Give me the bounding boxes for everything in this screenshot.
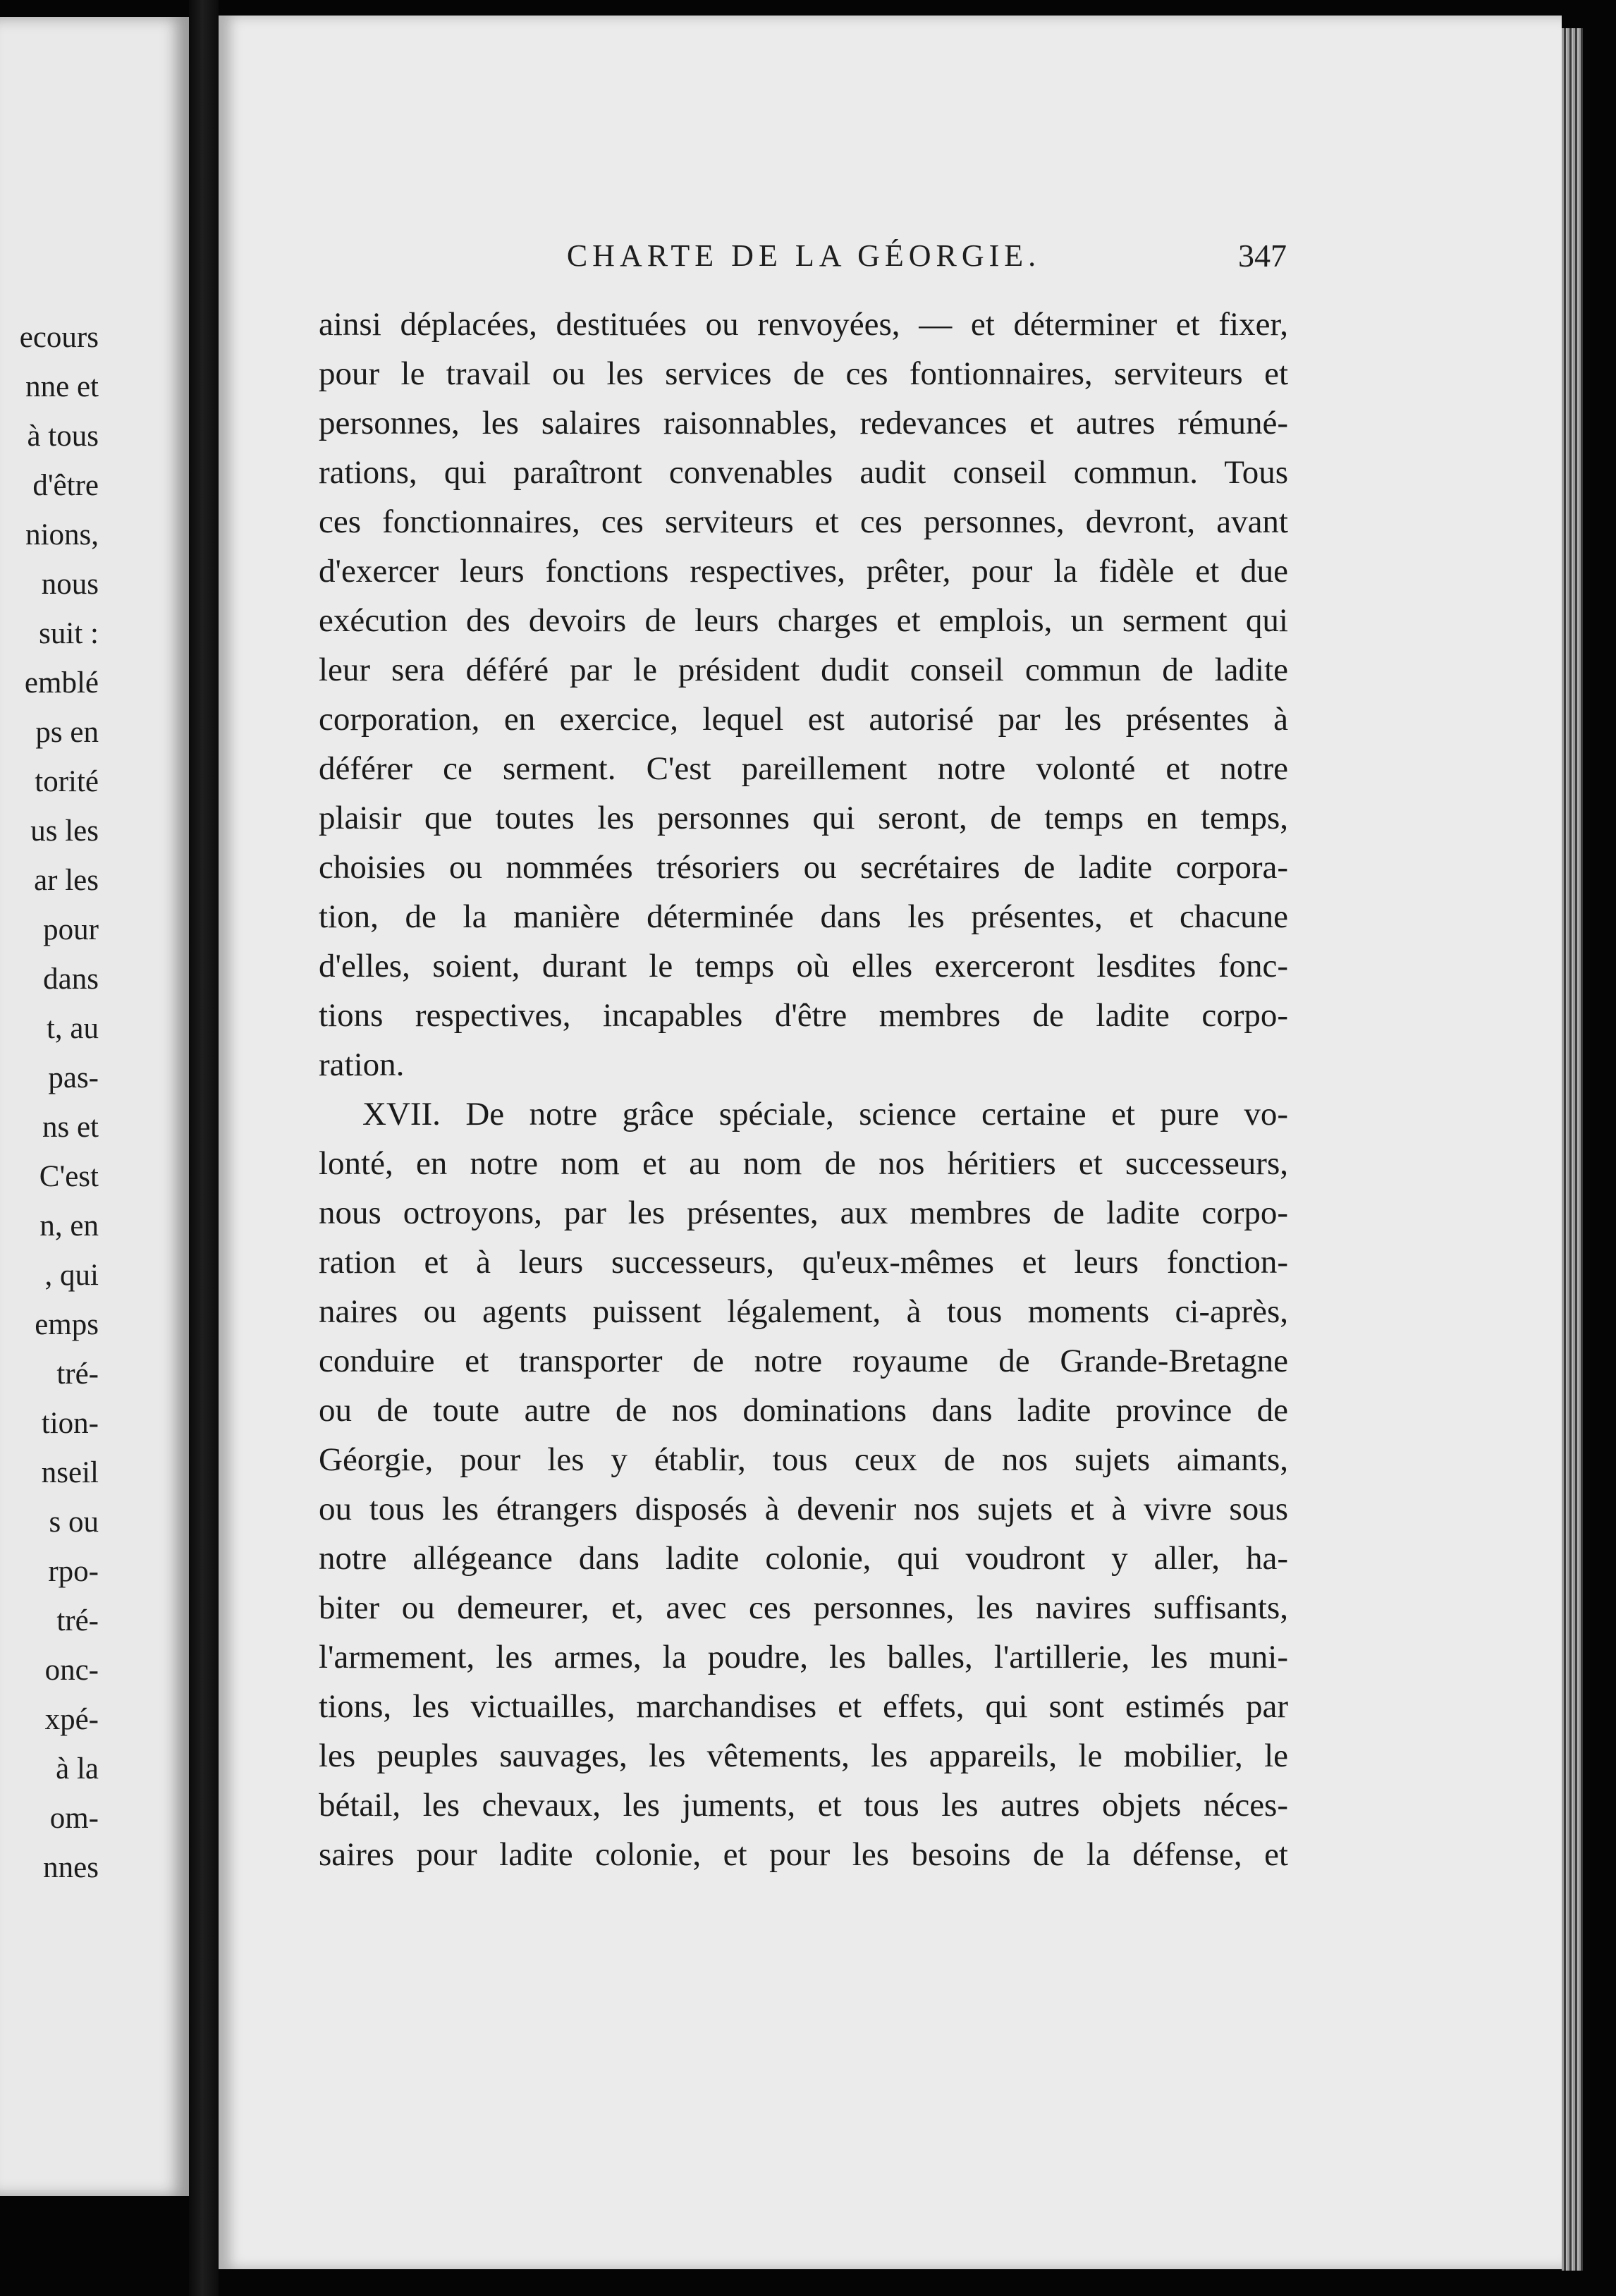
text-line: rations, qui paraîtront convenables audit conseil commun. Tous <box>319 454 1288 491</box>
left-page-line: , qui <box>44 1259 99 1292</box>
left-page-line: nous <box>41 568 99 601</box>
text-line: personnes, les salaires raisonnables, redevances et autres rémuné- <box>319 405 1288 441</box>
text-line: déférer ce serment. C'est pareillement notre volonté et notre <box>319 750 1288 787</box>
text-line: conduire et transporter de notre royaume de Grande-Bretagne <box>319 1343 1288 1379</box>
text-line: bétail, les chevaux, les juments, et tous les autres objets néces- <box>319 1787 1288 1824</box>
left-page-line: C'est <box>39 1160 99 1193</box>
left-page-line: nne et <box>25 370 99 403</box>
text-line: d'elles, soient, durant le temps où elles exerceront lesdites fonc- <box>319 948 1288 984</box>
text-line: plaisir que toutes les personnes qui seront, de temps en temps, <box>319 800 1288 836</box>
text-line: d'exercer leurs fonctions respectives, prêter, pour la fidèle et due <box>319 553 1288 590</box>
left-page-line: ar les <box>34 864 99 897</box>
text-line: lonté, en notre nom et au nom de nos héritiers et successeurs, <box>319 1145 1288 1182</box>
text-line: corporation, en exercice, lequel est autorisé par les présentes à <box>319 701 1288 738</box>
text-line: ou tous les étrangers disposés à devenir nos sujets et à vivre sous <box>319 1491 1288 1527</box>
running-head-title: CHARTE DE LA GÉORGIE. <box>566 238 1041 273</box>
left-page-line: onc- <box>44 1654 99 1687</box>
left-page-line: emps <box>35 1308 99 1341</box>
text-line: les peuples sauvages, les vêtements, les appareils, le mobilier, le <box>319 1738 1288 1774</box>
text-line: tion, de la manière déterminée dans les présentes, et chacune <box>319 898 1288 935</box>
text-line: exécution des devoirs de leurs charges et emplois, un serment qui <box>319 602 1288 639</box>
left-page-line: dans <box>43 963 99 996</box>
left-page-line: torité <box>35 765 99 798</box>
left-page-line: d'être <box>32 469 99 502</box>
left-page-line: ecours <box>19 321 99 354</box>
left-page-line: emblé <box>24 666 99 700</box>
text-line: pour le travail ou les services de ces fontionnaires, serviteurs et <box>319 355 1288 392</box>
text-line: ainsi déplacées, destituées ou renvoyées, — et déterminer et fixer, <box>319 306 1288 343</box>
left-page-line: n, en <box>39 1209 99 1242</box>
left-page-fragment <box>0 17 189 2196</box>
text-line: ou de toute autre de nos dominations dans ladite province de <box>319 1392 1288 1429</box>
left-page-line: om- <box>49 1802 99 1835</box>
left-page-line: ps en <box>35 716 99 749</box>
left-page-line: suit : <box>39 617 99 650</box>
left-page-line: pas- <box>48 1061 99 1094</box>
text-line: tions, les victuailles, marchandises et effets, qui sont estimés par <box>319 1688 1288 1725</box>
text-line: XVII. De notre grâce spéciale, science certaine et pure vo- <box>362 1096 1288 1132</box>
text-line: ration et à leurs successeurs, qu'eux-mêmes et leurs fonction- <box>319 1244 1288 1281</box>
left-page-line: tré- <box>56 1604 99 1637</box>
left-page-line: nseil <box>41 1456 99 1489</box>
left-page-line: à la <box>56 1752 99 1785</box>
text-line: choisies ou nommées trésoriers ou secrétaires de ladite corpora- <box>319 849 1288 886</box>
running-head <box>321 231 1287 281</box>
left-page-line: t, au <box>46 1012 99 1045</box>
left-page-text <box>0 313 99 1893</box>
left-page-line: rpo- <box>48 1555 99 1588</box>
page-number: 347 <box>1238 238 1287 274</box>
text-line: saires pour ladite colonie, et pour les besoins de la défense, et <box>319 1836 1288 1873</box>
left-page-line: us les <box>30 814 99 848</box>
text-line: ces fonctionnaires, ces serviteurs et ces personnes, devront, avant <box>319 503 1288 540</box>
text-line: ration. <box>319 1046 405 1083</box>
left-page-line: à tous <box>27 420 99 453</box>
text-line: biter ou demeurer, et, avec ces personnes, les navires suffisants, <box>319 1589 1288 1626</box>
text-line: tions respectives, incapables d'être membres de ladite corpo- <box>319 997 1288 1034</box>
page-edge <box>1562 28 1583 2271</box>
left-page-line: xpé- <box>44 1703 99 1736</box>
book-gutter <box>189 0 219 2296</box>
left-page-line: nions, <box>25 518 99 551</box>
text-line: nous octroyons, par les présentes, aux membres de ladite corpo- <box>319 1195 1288 1231</box>
text-line: naires ou agents puissent légalement, à tous moments ci-après, <box>319 1293 1288 1330</box>
left-page-line: tion- <box>41 1407 99 1440</box>
left-page-line: ns et <box>42 1111 99 1144</box>
text-line: l'armement, les armes, la poudre, les balles, l'artillerie, les muni- <box>319 1639 1288 1675</box>
text-line: leur sera déféré par le président dudit conseil commun de ladite <box>319 652 1288 688</box>
left-page-line: tré- <box>56 1357 99 1391</box>
text-line: notre allégeance dans ladite colonie, qui voudront y aller, ha- <box>319 1540 1288 1577</box>
left-page-line: nnes <box>43 1851 99 1884</box>
left-page-line: s ou <box>49 1506 99 1539</box>
left-page-line: pour <box>43 913 99 946</box>
text-line: Géorgie, pour les y établir, tous ceux de nos sujets aimants, <box>319 1441 1288 1478</box>
body-text <box>319 300 1288 1879</box>
